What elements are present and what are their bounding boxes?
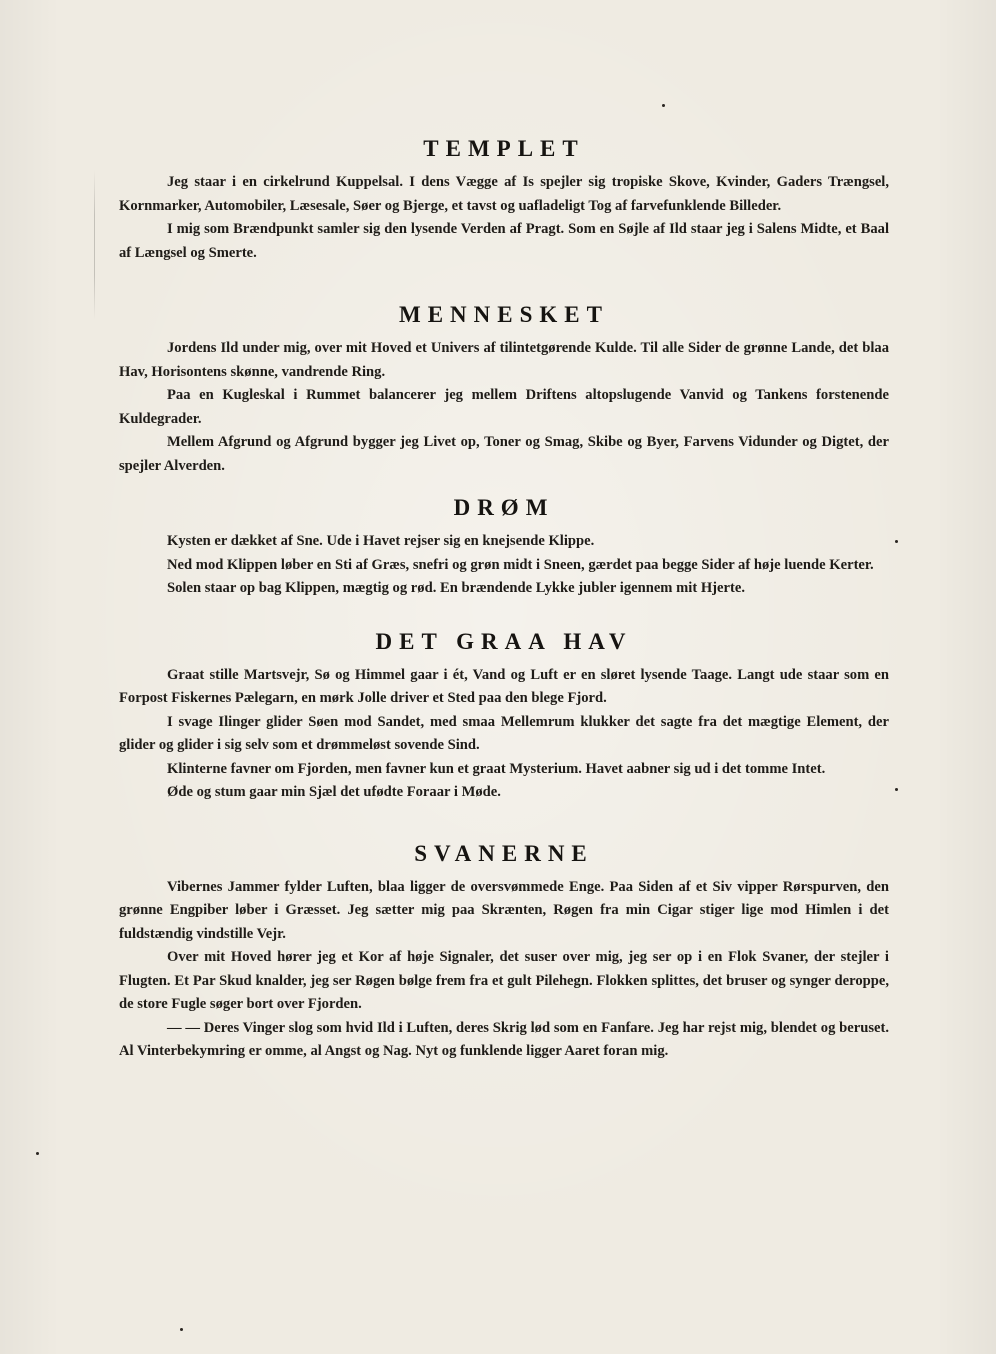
ink-speck: [895, 540, 898, 543]
paragraph: Kysten er dækket af Sne. Ude i Havet rejser sig en knejsende Klippe.: [167, 533, 595, 549]
paragraph: Graat stille Martsvejr, Sø og Himmel gaar i ét, Vand og Luft er en sløret lysende Taage. Langt ude staar som en Forpost Fiskernes Pælegarn, en mørk Jolle driver et Sted paa den blege Fjord.: [119, 666, 889, 706]
document-body: [119, 133, 889, 1064]
ink-speck: [36, 1152, 39, 1155]
section-spacer: [119, 601, 889, 626]
paragraph: Øde og stum gaar min Sjæl det ufødte Foraar i Møde.: [167, 784, 501, 800]
page-edge-shadow: [94, 170, 95, 320]
paragraph: — — Deres Vinger slog som hvid Ild i Luften, deres Skrig lød som en Fanfare. Jeg har rejst mig, blendet og beruset. Al Vinterbekymring er omme, al Angst og Nag. Nyt og funklende ligger Aaret foran mig.: [119, 1019, 889, 1059]
section-templet: [119, 133, 889, 265]
paragraph: Mellem Afgrund og Afgrund bygger jeg Livet op, Toner og Smag, Skibe og Byer, Farvens Vidunder og Digtet, der spejler Alverden.: [119, 434, 889, 474]
section-mennesket: [119, 299, 889, 478]
section-spacer: [119, 805, 889, 838]
section-spacer: [119, 265, 889, 299]
section-title: SVANERNE: [414, 840, 594, 866]
paragraph: Vibernes Jammer fylder Luften, blaa ligger de oversvømmede Enge. Paa Siden af et Siv vipper Rørspurven, den grønne Engpiber løber i Græsset. Jeg sætter mig paa Skrænten, Røgen fra min Cigar stiger lige mod Himlen i det fuldstændig vindstille Vejr.: [119, 878, 889, 942]
section-title: MENNESKET: [399, 302, 609, 327]
paragraph: I mig som Brændpunkt samler sig den lysende Verden af Pragt. Som en Søjle af Ild staar jeg i Salens Midte, et Baal af Længsel og Smerte.: [119, 221, 889, 261]
section-title: DET GRAA HAV: [375, 628, 633, 654]
section-title: DRØM: [453, 495, 555, 520]
paragraph: Jordens Ild under mig, over mit Hoved et Univers af tilintetgørende Kulde. Til alle Sider de grønne Lande, det blaa Hav, Horisontens skønne, vandrende Ring.: [119, 340, 889, 380]
ink-speck: [895, 788, 898, 791]
paragraph: Paa en Kugleskal i Rummet balancerer jeg mellem Driftens altopslugende Vanvid og Tankens forstenende Kuldegrader.: [119, 387, 889, 427]
section-drom: [119, 492, 889, 601]
section-spacer: [119, 478, 889, 492]
paragraph: Solen staar op bag Klippen, mægtig og rød. En brændende Lykke jubler igennem mit Hjerte.: [167, 580, 745, 596]
paragraph: I svage Ilinger glider Søen mod Sandet, med smaa Mellemrum klukker det sagte fra det mægtige Element, der glider og glider i sig selv som et drømmeløst sovende Sind.: [119, 713, 889, 753]
paragraph: Klinterne favner om Fjorden, men favner kun et graat Mysterium. Havet aabner sig ud i det tomme Intet.: [167, 760, 826, 777]
paragraph: Ned mod Klippen løber en Sti af Græs, snefri og grøn midt i Sneen, gærdet paa begge Sider af høje luende Kerter.: [167, 556, 874, 573]
ink-speck: [180, 1328, 183, 1331]
ink-speck: [662, 104, 665, 107]
paragraph: Over mit Hoved hører jeg et Kor af høje Signaler, det suser over mig, jeg ser op i en Flok Svaner, der stejler i Flugten. Et Par Skud knalder, jeg ser Røgen bølge frem fra et gult Pilehegn. Flokken splittes, det bruser og synger deroppe, de store Fugle søger bort over Fjorden.: [119, 949, 889, 1012]
section-det-graa-hav: [119, 626, 889, 805]
section-svanerne: [119, 838, 889, 1064]
paragraph: Jeg staar i en cirkelrund Kuppelsal. I dens Vægge af Is spejler sig tropiske Skove, Kvinder, Gaders Trængsel, Kornmarker, Automobiler, Læsesale, Søer og Bjerge, et tavst og uafladeligt Tog af farvefunklende Billeder.: [119, 174, 889, 214]
section-title: TEMPLET: [423, 136, 585, 161]
